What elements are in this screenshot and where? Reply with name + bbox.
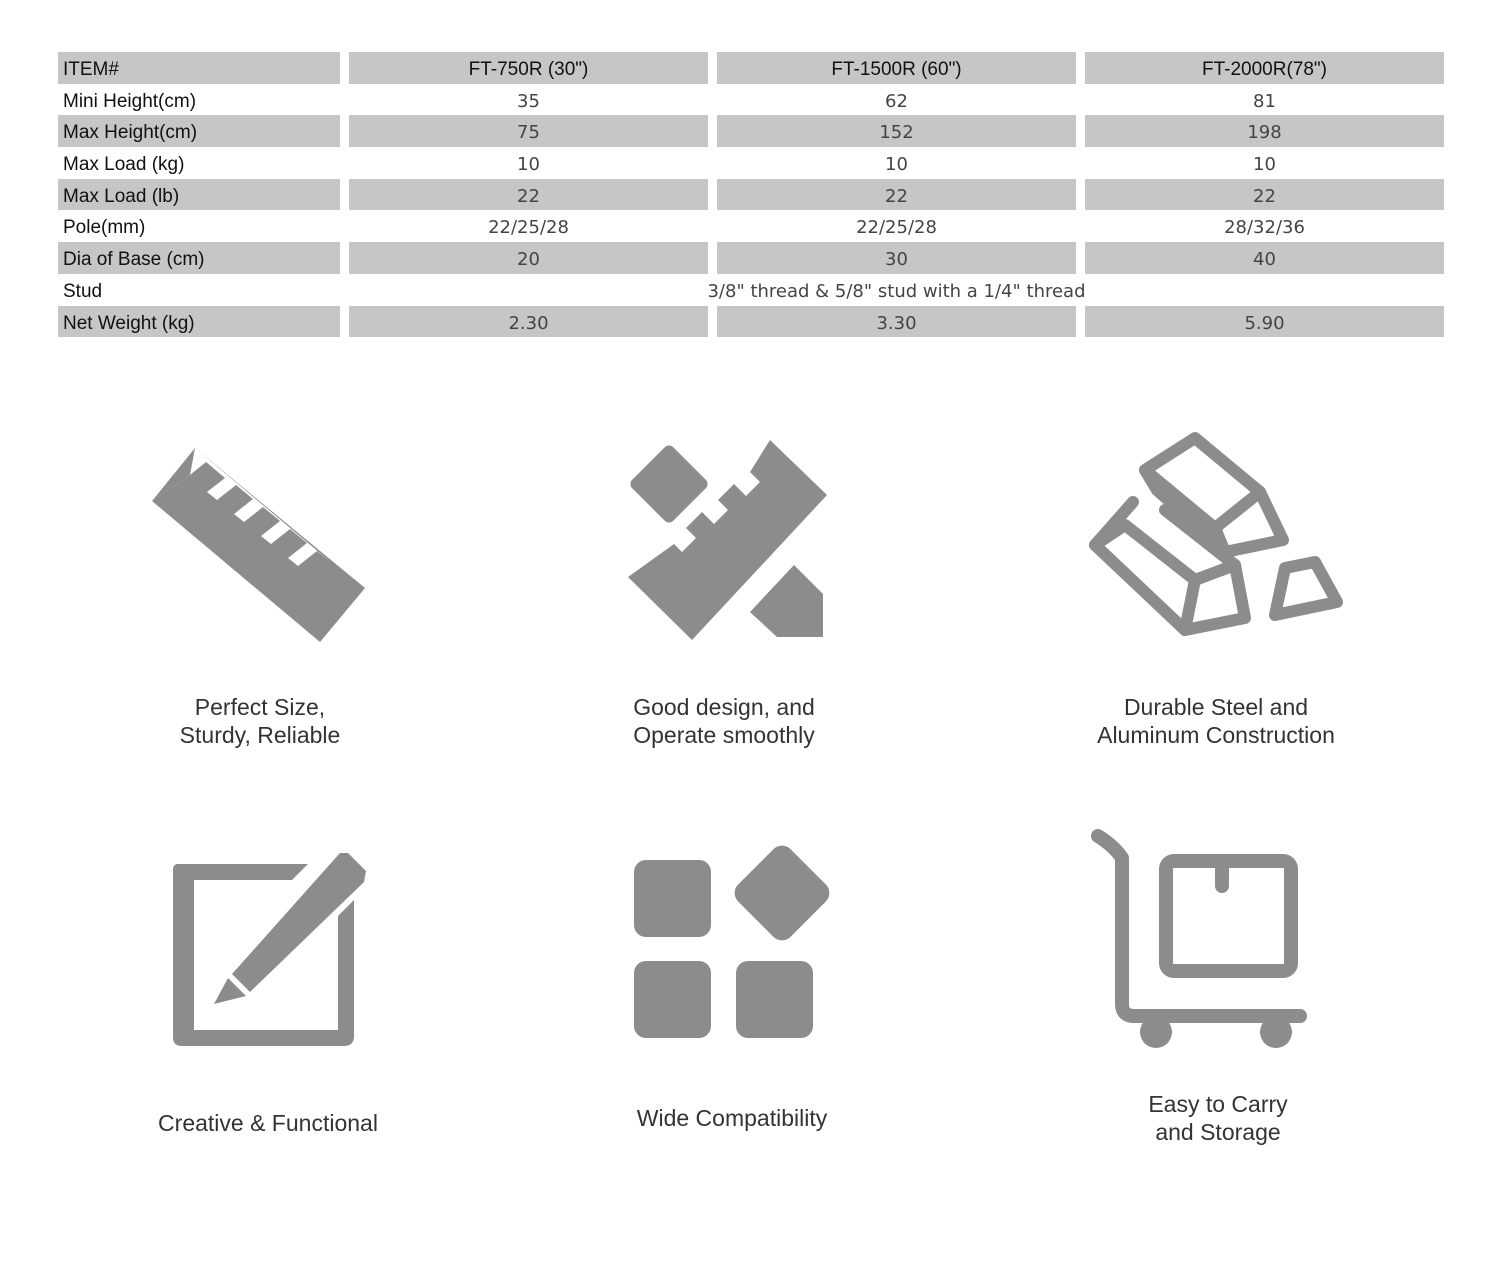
row-label: Max Load (lb) — [58, 179, 340, 211]
table-header-row — [58, 52, 1444, 84]
edit-icon — [170, 850, 370, 1050]
feature-caption: Creative & Functional — [158, 1110, 378, 1136]
row-value: 22 — [717, 179, 1076, 211]
row-value: 10 — [517, 154, 540, 176]
header-model-2: FT-1500R (60") — [717, 52, 1076, 84]
row-value: 3.30 — [717, 306, 1076, 338]
spec-table — [58, 52, 1444, 337]
row-value: 22/25/28 — [856, 217, 937, 239]
header-model-3: FT-2000R(78") — [1085, 52, 1444, 84]
table-row — [58, 242, 1444, 274]
row-value: 20 — [349, 242, 708, 274]
row-label: Dia of Base (cm) — [58, 242, 340, 274]
row-value: 62 — [885, 90, 908, 112]
feature-caption: Wide Compatibility — [636, 1105, 828, 1131]
header-model-1: FT-750R (30") — [349, 52, 708, 84]
metal-ingots-icon — [1085, 430, 1347, 640]
row-value: 30 — [717, 242, 1076, 274]
feature-caption: Easy to Carry and Storage — [1148, 1091, 1288, 1145]
row-value: 35 — [517, 90, 540, 112]
row-value: 81 — [1253, 90, 1276, 112]
row-value-merged: 3/8" thread & 5/8" stud with a 1/4" thread — [707, 280, 1086, 302]
row-label: Mini Height(cm) — [63, 90, 197, 112]
table-row — [58, 306, 1444, 338]
row-value: 22 — [349, 179, 708, 211]
row-label: Max Height(cm) — [58, 115, 340, 147]
table-row — [58, 147, 1444, 179]
apps-grid-icon — [630, 838, 840, 1044]
row-value: 28/32/36 — [1224, 217, 1305, 239]
table-row — [58, 84, 1444, 116]
row-value: 40 — [1085, 242, 1444, 274]
table-row — [58, 179, 1444, 211]
cart-icon — [1090, 828, 1312, 1050]
row-label: Pole(mm) — [63, 217, 146, 239]
ruler-icon — [150, 445, 366, 645]
row-value: 75 — [349, 115, 708, 147]
row-label: Stud — [63, 280, 103, 302]
feature-caption: Perfect Size, Sturdy, Reliable — [179, 694, 341, 748]
row-value: 5.90 — [1085, 306, 1444, 338]
feature-caption: Durable Steel and Aluminum Construction — [1097, 694, 1335, 748]
ruler-pencil-icon — [622, 437, 832, 647]
row-label: Max Load (kg) — [63, 154, 185, 176]
row-value: 2.30 — [349, 306, 708, 338]
row-value: 198 — [1085, 115, 1444, 147]
row-label: Net Weight (kg) — [58, 306, 340, 338]
row-value: 152 — [717, 115, 1076, 147]
row-value: 10 — [885, 154, 908, 176]
header-item: ITEM# — [58, 52, 340, 84]
row-value: 10 — [1253, 154, 1276, 176]
table-row — [58, 274, 1444, 306]
row-value: 22/25/28 — [488, 217, 569, 239]
table-row — [58, 115, 1444, 147]
feature-caption: Good design, and Operate smoothly — [633, 694, 815, 748]
row-value: 22 — [1085, 179, 1444, 211]
table-row — [58, 210, 1444, 242]
